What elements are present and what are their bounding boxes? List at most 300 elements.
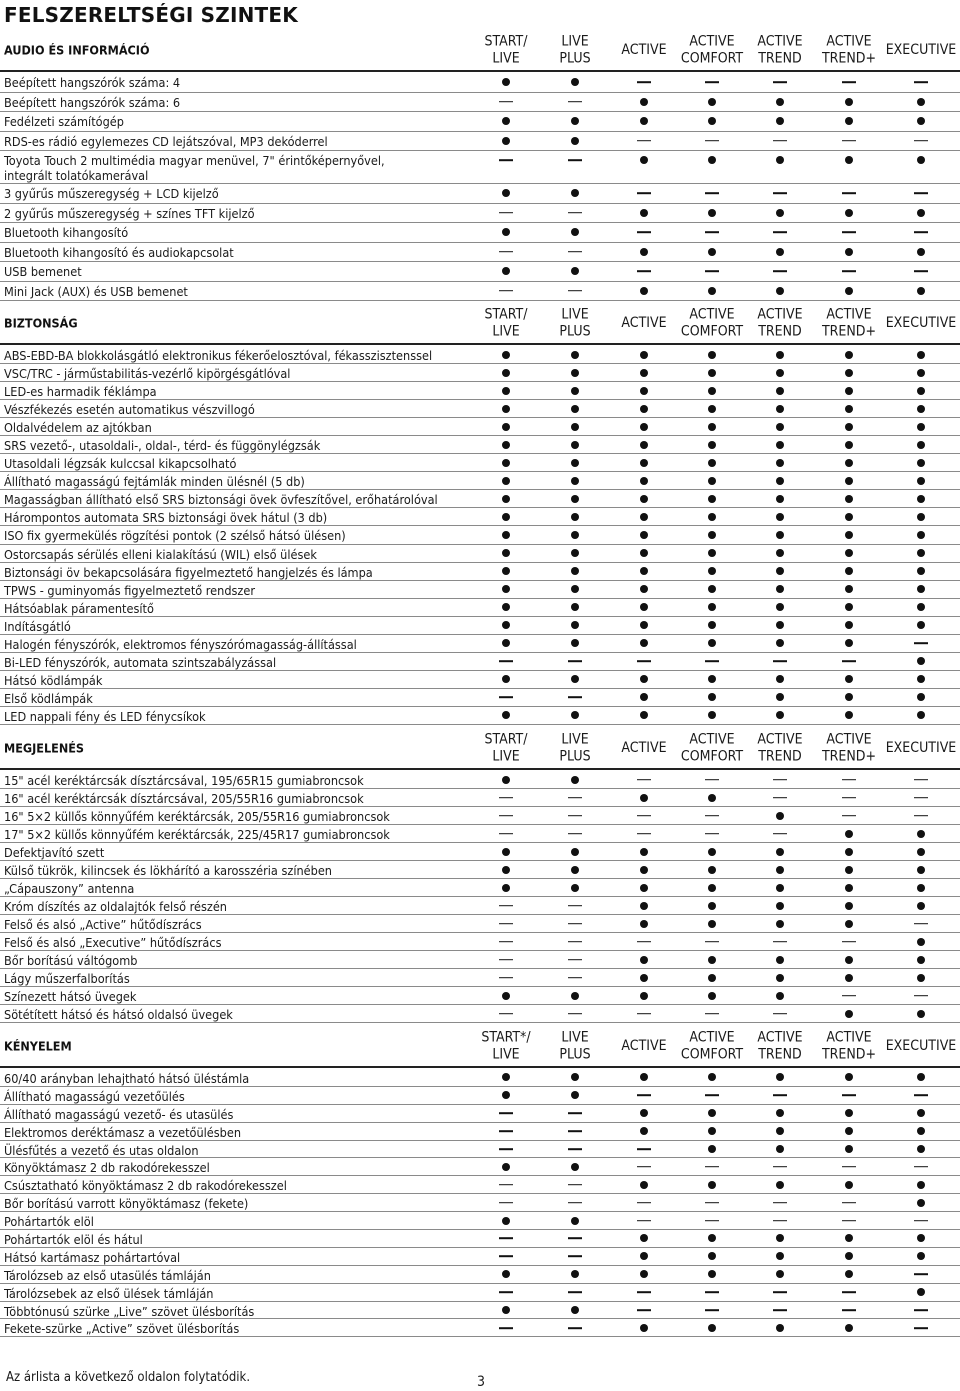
standard-dot (845, 974, 853, 982)
standard-dot (917, 513, 925, 521)
standard-dot (776, 387, 784, 395)
column-header: ACTIVE (621, 1037, 667, 1054)
standard-dot (571, 1306, 579, 1314)
standard-dot (776, 992, 784, 1000)
standard-dot (502, 441, 510, 449)
standard-dot (776, 477, 784, 485)
column-header: ACTIVE TREND+ (821, 731, 877, 764)
standard-dot (776, 98, 784, 106)
standard-dot (708, 1270, 716, 1278)
standard-dot (917, 287, 925, 295)
standard-dot (502, 1306, 510, 1314)
not-available-dash (499, 101, 513, 103)
standard-dot (917, 405, 925, 413)
feature-label: 15" acél keréktárcsák dísztárcsával, 195/65R15 gumiabroncsok (4, 773, 364, 788)
standard-dot (640, 567, 648, 575)
table-row (0, 526, 960, 544)
feature-label: Pohártartók elöl (4, 1214, 94, 1230)
standard-dot (502, 549, 510, 557)
standard-dot (776, 531, 784, 539)
standard-dot (776, 1073, 784, 1081)
not-available-dash (499, 1256, 513, 1258)
table-row (0, 987, 960, 1005)
section-0 (0, 30, 960, 301)
not-available-dash (842, 192, 856, 194)
standard-dot (571, 351, 579, 359)
standard-dot (571, 78, 579, 86)
standard-dot (708, 1234, 716, 1242)
not-available-dash (499, 1202, 513, 1204)
standard-dot (502, 776, 510, 784)
standard-dot (845, 603, 853, 611)
standard-dot (571, 776, 579, 784)
standard-dot (917, 1199, 925, 1207)
standard-dot (776, 603, 784, 611)
feature-label: RDS-es rádió egylemezes CD lejátszóval, MP3 dekóderrel (4, 133, 328, 149)
not-available-dash (499, 159, 513, 161)
table-row (0, 1141, 960, 1159)
feature-label: Sötétített hátsó és hátsó oldalsó üvegek (4, 1007, 233, 1023)
table-row (0, 282, 960, 302)
standard-dot (917, 603, 925, 611)
standard-dot (708, 209, 716, 217)
table-row (0, 490, 960, 508)
not-available-dash (705, 81, 719, 83)
standard-dot (845, 1127, 853, 1135)
header-rule (0, 343, 960, 345)
standard-dot (708, 1181, 716, 1189)
not-available-dash (499, 1327, 513, 1329)
standard-dot (845, 209, 853, 217)
not-available-dash (568, 1202, 582, 1204)
standard-dot (845, 711, 853, 719)
not-available-dash (914, 231, 928, 233)
not-available-dash (499, 977, 513, 979)
column-header: ACTIVE TREND (757, 33, 803, 66)
standard-dot (845, 156, 853, 164)
standard-dot (708, 423, 716, 431)
standard-dot (917, 1252, 925, 1260)
standard-dot (776, 866, 784, 874)
standard-dot (571, 621, 579, 629)
feature-label: Bluetooth kihangosító (4, 225, 129, 240)
feature-label: 17" 5×2 küllős könnyűfém keréktárcsák, 225/45R17 gumiabroncsok (4, 827, 390, 843)
standard-dot (502, 351, 510, 359)
standard-dot (845, 830, 853, 838)
standard-dot (776, 812, 784, 820)
standard-dot (640, 513, 648, 521)
not-available-dash (568, 661, 582, 663)
standard-dot (640, 1234, 648, 1242)
standard-dot (708, 405, 716, 413)
not-available-dash (705, 1220, 719, 1222)
standard-dot (502, 848, 510, 856)
standard-dot (708, 441, 716, 449)
standard-dot (776, 459, 784, 467)
not-available-dash (842, 661, 856, 663)
standard-dot (640, 794, 648, 802)
standard-dot (776, 1234, 784, 1242)
table-row (0, 346, 960, 364)
not-available-dash (914, 81, 928, 83)
not-available-dash (842, 1309, 856, 1311)
feature-label: LED-es harmadik féklámpa (4, 384, 157, 400)
not-available-dash (914, 1273, 928, 1275)
standard-dot (917, 675, 925, 683)
standard-dot (708, 117, 716, 125)
standard-dot (640, 477, 648, 485)
not-available-dash (499, 905, 513, 907)
standard-dot (708, 513, 716, 521)
standard-dot (776, 956, 784, 964)
not-available-dash (842, 231, 856, 233)
standard-dot (917, 459, 925, 467)
feature-label: ISO fix gyermekülés rögzítési pontok (2 szélső hátsó ülésen) (4, 528, 346, 544)
standard-dot (917, 1109, 925, 1117)
not-available-dash (914, 270, 928, 272)
not-available-dash (499, 815, 513, 817)
feature-label: TPWS - guminyomás figyelmeztető rendszer (4, 582, 255, 598)
column-header: EXECUTIVE (885, 1037, 957, 1054)
standard-dot (640, 711, 648, 719)
standard-dot (640, 621, 648, 629)
standard-dot (708, 848, 716, 856)
table-row (0, 262, 960, 282)
not-available-dash (568, 1238, 582, 1240)
feature-label: Króm díszítés az oldalajtók felső részén (4, 899, 227, 915)
not-available-dash (914, 779, 928, 781)
standard-dot (917, 974, 925, 982)
standard-dot (640, 117, 648, 125)
not-available-dash (842, 1166, 856, 1168)
section-title: MEGJELENÉS (4, 740, 85, 756)
standard-dot (640, 902, 648, 910)
feature-label: LED nappali fény és LED fénycsíkok (4, 708, 206, 724)
not-available-dash (773, 1166, 787, 1168)
table-row (0, 132, 960, 152)
not-available-dash (637, 231, 651, 233)
feature-label: Oldalvédelem az ajtókban (4, 420, 152, 436)
not-available-dash (499, 797, 513, 799)
not-available-dash (568, 1327, 582, 1329)
section-header (0, 1026, 960, 1066)
feature-label: Fekete-szürke „Active” szövet ülésborítás (4, 1321, 240, 1337)
standard-dot (776, 902, 784, 910)
table-row (0, 1284, 960, 1302)
table-row (0, 563, 960, 581)
feature-label: Első ködlámpák (4, 690, 93, 706)
standard-dot (708, 495, 716, 503)
not-available-dash (499, 661, 513, 663)
standard-dot (845, 1234, 853, 1242)
not-available-dash (637, 1013, 651, 1015)
header-rule (0, 70, 960, 72)
feature-label: SRS vezető-, utasoldali-, oldal-, térd- és függönylégzsák (4, 438, 321, 454)
standard-dot (571, 848, 579, 856)
standard-dot (708, 585, 716, 593)
standard-dot (640, 351, 648, 359)
column-header: START/ LIVE (484, 731, 528, 764)
feature-label: Toyota Touch 2 multimédia magyar menüvel, 7" érintőképernyővel, integrált tolatókamerával (4, 153, 385, 183)
feature-label: Bluetooth kihangosító és audiokapcsolat (4, 244, 234, 260)
standard-dot (708, 974, 716, 982)
column-header: EXECUTIVE (885, 41, 957, 58)
not-available-dash (773, 1220, 787, 1222)
standard-dot (640, 156, 648, 164)
feature-label: Pohártartók elöl és hátul (4, 1232, 143, 1248)
standard-dot (640, 98, 648, 106)
not-available-dash (568, 905, 582, 907)
table-row (0, 508, 960, 526)
column-header: ACTIVE COMFORT (680, 731, 744, 764)
feature-label: Hátsó kartámasz pohártartóval (4, 1249, 181, 1265)
feature-label: Utasoldali légzsák kulccsal kikapcsolható (4, 456, 237, 472)
standard-dot (640, 459, 648, 467)
table-row (0, 243, 960, 263)
standard-dot (845, 693, 853, 701)
standard-dot (845, 287, 853, 295)
standard-dot (845, 1109, 853, 1117)
standard-dot (640, 495, 648, 503)
standard-dot (776, 156, 784, 164)
header-rule (0, 1066, 960, 1068)
standard-dot (640, 423, 648, 431)
standard-dot (571, 711, 579, 719)
standard-dot (571, 1073, 579, 1081)
not-available-dash (705, 941, 719, 943)
standard-dot (502, 1163, 510, 1171)
standard-dot (571, 369, 579, 377)
not-available-dash (568, 159, 582, 161)
column-header: ACTIVE TREND+ (821, 33, 877, 66)
not-available-dash (637, 81, 651, 83)
not-available-dash (914, 1220, 928, 1222)
table-row (0, 1266, 960, 1284)
column-header: START/ LIVE (484, 33, 528, 66)
feature-label: Állítható magasságú fejtámlák minden ülésnél (5 db) (4, 474, 305, 490)
standard-dot (845, 621, 853, 629)
not-available-dash (499, 1130, 513, 1132)
standard-dot (708, 477, 716, 485)
standard-dot (640, 405, 648, 413)
not-available-dash (914, 140, 928, 142)
standard-dot (708, 98, 716, 106)
feature-label: Bőr borítású váltógomb (4, 953, 138, 969)
not-available-dash (842, 270, 856, 272)
standard-dot (571, 531, 579, 539)
standard-dot (640, 441, 648, 449)
standard-dot (845, 567, 853, 575)
not-available-dash (914, 1327, 928, 1329)
standard-dot (776, 884, 784, 892)
standard-dot (708, 287, 716, 295)
not-available-dash (637, 140, 651, 142)
feature-label: Állítható magasságú vezető- és utasülés (4, 1106, 234, 1122)
table-row (0, 1194, 960, 1212)
not-available-dash (914, 1309, 928, 1311)
standard-dot (708, 1252, 716, 1260)
standard-dot (917, 1288, 925, 1296)
table-row (0, 382, 960, 400)
not-available-dash (568, 1130, 582, 1132)
table-row (0, 861, 960, 879)
column-header: ACTIVE TREND (757, 1029, 803, 1062)
feature-label: Defektjavító szett (4, 845, 105, 861)
standard-dot (502, 189, 510, 197)
not-available-dash (499, 1238, 513, 1240)
standard-dot (776, 1252, 784, 1260)
standard-dot (776, 1127, 784, 1135)
not-available-dash (568, 977, 582, 979)
standard-dot (917, 549, 925, 557)
not-available-dash (773, 1095, 787, 1097)
standard-dot (708, 884, 716, 892)
feature-label: Állítható magasságú vezetőülés (4, 1088, 185, 1104)
standard-dot (917, 369, 925, 377)
standard-dot (845, 441, 853, 449)
standard-dot (845, 387, 853, 395)
standard-dot (917, 441, 925, 449)
feature-label: Külső tükrök, kilincsek és lökhárító a karosszéria színében (4, 863, 332, 879)
feature-label: Bi-LED fényszórók, automata szintszabályzással (4, 654, 277, 670)
not-available-dash (705, 270, 719, 272)
not-available-dash (773, 231, 787, 233)
not-available-dash (842, 1220, 856, 1222)
table-row (0, 1248, 960, 1266)
standard-dot (708, 369, 716, 377)
table-row (0, 151, 960, 184)
feature-label: Biztonsági öv bekapcsolására figyelmeztető hangjelzés és lámpa (4, 564, 373, 580)
standard-dot (502, 459, 510, 467)
standard-dot (502, 866, 510, 874)
standard-dot (571, 513, 579, 521)
standard-dot (845, 1270, 853, 1278)
table-row (0, 364, 960, 382)
standard-dot (502, 369, 510, 377)
standard-dot (640, 920, 648, 928)
table-row (0, 1158, 960, 1176)
standard-dot (845, 1073, 853, 1081)
standard-dot (640, 1127, 648, 1135)
standard-dot (640, 549, 648, 557)
standard-dot (845, 866, 853, 874)
feature-label: Lágy műszerfalborítás (4, 971, 130, 987)
standard-dot (640, 1270, 648, 1278)
standard-dot (502, 1073, 510, 1081)
table-row (0, 223, 960, 243)
standard-dot (571, 495, 579, 503)
page-title: FELSZERELTSÉGI SZINTEK (4, 3, 298, 27)
feature-label: Elektromos deréktámasz a vezetőülésben (4, 1124, 242, 1140)
standard-dot (640, 848, 648, 856)
standard-dot (640, 1181, 648, 1189)
table-row (0, 915, 960, 933)
standard-dot (502, 884, 510, 892)
standard-dot (845, 1010, 853, 1018)
standard-dot (502, 1217, 510, 1225)
standard-dot (917, 1181, 925, 1189)
not-available-dash (914, 815, 928, 817)
standard-dot (776, 711, 784, 719)
standard-dot (845, 639, 853, 647)
standard-dot (917, 585, 925, 593)
feature-label: Tárolózsebek az első ülések támláján (4, 1285, 214, 1301)
standard-dot (708, 603, 716, 611)
standard-dot (917, 531, 925, 539)
table-row (0, 671, 960, 689)
standard-dot (708, 621, 716, 629)
column-header: EXECUTIVE (885, 739, 957, 756)
standard-dot (708, 693, 716, 701)
standard-dot (776, 441, 784, 449)
not-available-dash (773, 1013, 787, 1015)
table-row (0, 825, 960, 843)
standard-dot (845, 477, 853, 485)
standard-dot (708, 1109, 716, 1117)
standard-dot (776, 248, 784, 256)
standard-dot (776, 675, 784, 683)
not-available-dash (499, 1291, 513, 1293)
standard-dot (708, 956, 716, 964)
standard-dot (917, 866, 925, 874)
standard-dot (502, 1270, 510, 1278)
standard-dot (502, 228, 510, 236)
standard-dot (502, 1091, 510, 1099)
standard-dot (571, 1217, 579, 1225)
standard-dot (708, 156, 716, 164)
not-available-dash (499, 941, 513, 943)
standard-dot (640, 974, 648, 982)
table-row (0, 1087, 960, 1105)
table-row (0, 1176, 960, 1194)
not-available-dash (568, 815, 582, 817)
standard-dot (845, 117, 853, 125)
not-available-dash (637, 779, 651, 781)
standard-dot (708, 902, 716, 910)
not-available-dash (914, 642, 928, 644)
standard-dot (776, 423, 784, 431)
table-row (0, 969, 960, 987)
standard-dot (502, 405, 510, 413)
not-available-dash (773, 192, 787, 194)
table-row (0, 1105, 960, 1123)
standard-dot (845, 549, 853, 557)
standard-dot (708, 794, 716, 802)
not-available-dash (637, 1291, 651, 1293)
standard-dot (502, 992, 510, 1000)
standard-dot (776, 621, 784, 629)
standard-dot (571, 675, 579, 683)
feature-label: 2 gyűrűs műszeregység + színes TFT kijelző (4, 205, 255, 221)
column-header: ACTIVE TREND (757, 731, 803, 764)
not-available-dash (637, 941, 651, 943)
standard-dot (640, 884, 648, 892)
feature-label: Színezett hátsó üvegek (4, 989, 137, 1005)
standard-dot (776, 693, 784, 701)
not-available-dash (499, 923, 513, 925)
standard-dot (571, 549, 579, 557)
feature-label: 16" 5×2 küllős könnyűfém keréktárcsák, 205/55R16 gumiabroncsok (4, 809, 390, 825)
section-1 (0, 303, 960, 725)
column-header: START*/ LIVE (481, 1029, 531, 1062)
not-available-dash (705, 815, 719, 817)
standard-dot (917, 209, 925, 217)
table-row (0, 1230, 960, 1248)
not-available-dash (568, 833, 582, 835)
standard-dot (845, 513, 853, 521)
standard-dot (917, 938, 925, 946)
standard-dot (571, 441, 579, 449)
